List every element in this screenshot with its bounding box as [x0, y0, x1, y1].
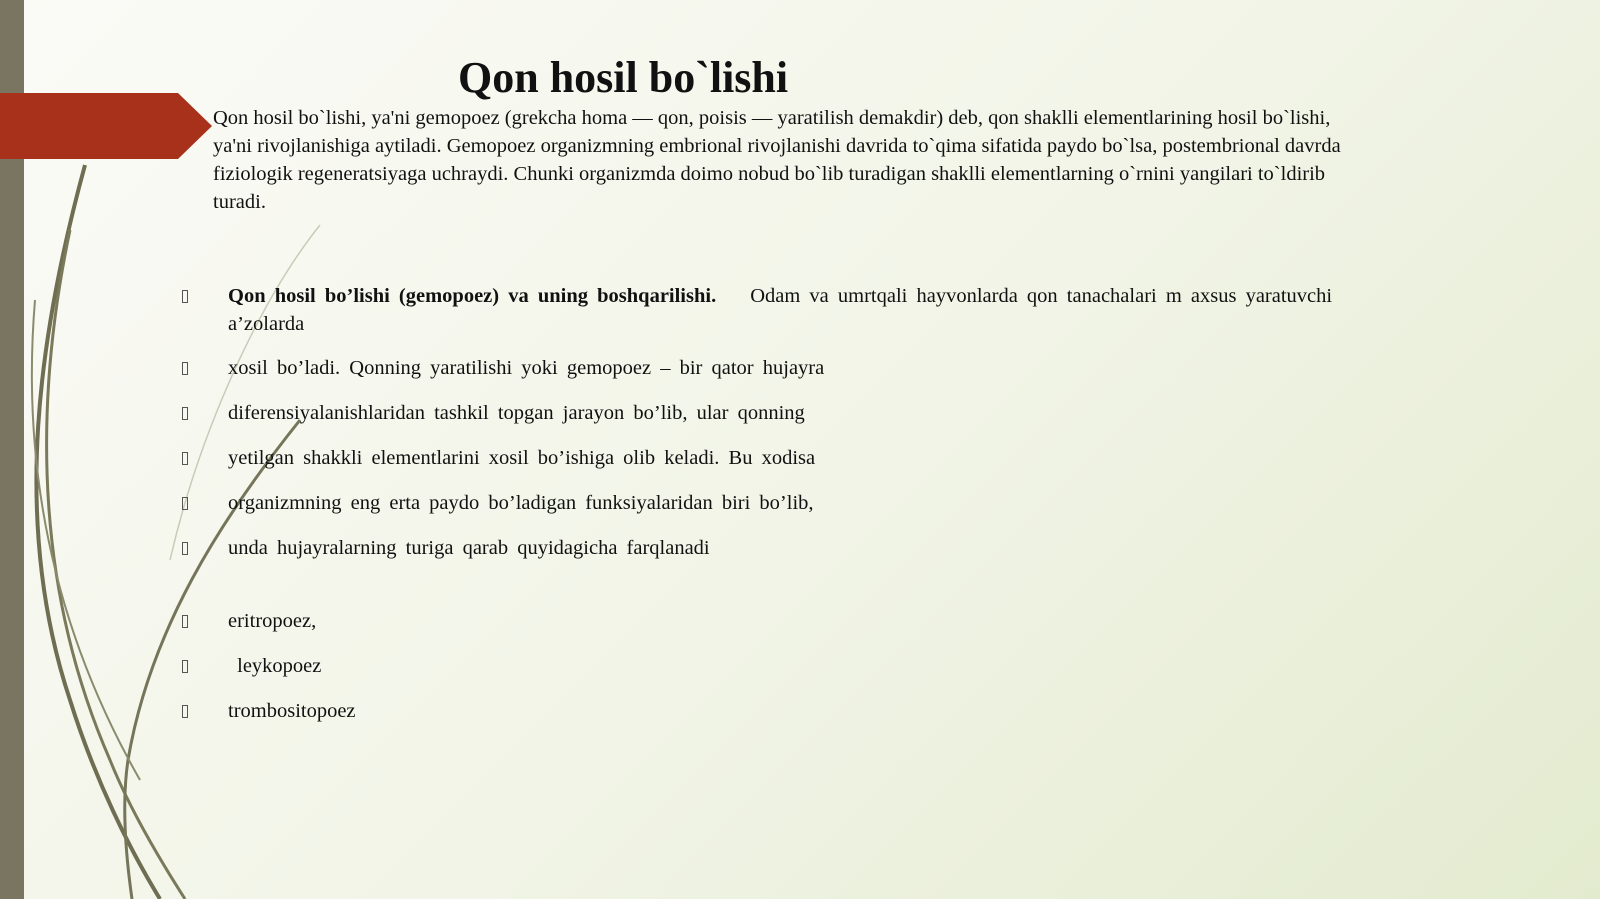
list-item-text: unda hujayralarning turiga qarab quyidagicha farqlanadi: [228, 537, 710, 559]
lead-body: Odam va umrtqali hayvonlarda qon tanachalari m axsus yaratuvchi a’zolarda: [228, 285, 1333, 335]
intro-paragraph: Qon hosil bo`lishi, ya'ni gemopoez (grekcha homa — qon, poisis — yaratilish demakdir) deb, qon shaklli elementlarining hosil bo`lishi, ya'ni rivojlanishiga aytiladi. Gemopoez organizmning embrional rivojlanishi davrida to`qima sifatida paydo bo`lsa, postembrional davrda fiziologik regeneratsiyaga uchraydi. Chunki organizmda doimo nobud bo`lib turadigan shaklli elementlarning o`rnini yangilari to`ldirib turadi.: [213, 107, 1341, 213]
list-item-text: yetilgan shakkli elementlarini xosil bo’ishiga olib keladi. Bu xodisa: [228, 447, 816, 469]
slide-title: Qon hosil bo`lishi: [458, 53, 789, 102]
list-item-text: diferensiyalanishlaridan tashkil topgan jarayon bo’lib, ular qonning: [228, 402, 805, 424]
bullet-icon: [182, 290, 188, 303]
bullet-icon: [182, 452, 188, 465]
bullet-icon: [182, 497, 188, 510]
bullet-icon: [182, 615, 188, 628]
red-arrow-banner: [0, 93, 212, 159]
bullet-icon: [182, 407, 188, 420]
list-item-text: [228, 282, 1338, 338]
bullet-icon: [182, 542, 188, 555]
bullet-icon: [182, 660, 188, 673]
list-item-text: xosil bo’ladi. Qonning yaratilishi yoki gemopoez – bir qator hujayra: [228, 357, 825, 379]
list-item-text: leykopoez: [228, 655, 322, 677]
list-item-text: eritropoez,: [228, 610, 317, 632]
lead-heading: Qon hosil bo’lishi (gemopoez) va uning boshqarilishi.: [228, 285, 717, 307]
list-item-text: organizmning eng erta paydo bo’ladigan funksiyalaridan biri bo’lib,: [228, 492, 814, 514]
bullet-icon: [182, 705, 188, 718]
bullet-icon: [182, 362, 188, 375]
list-item-text: trombositopoez: [228, 700, 356, 722]
